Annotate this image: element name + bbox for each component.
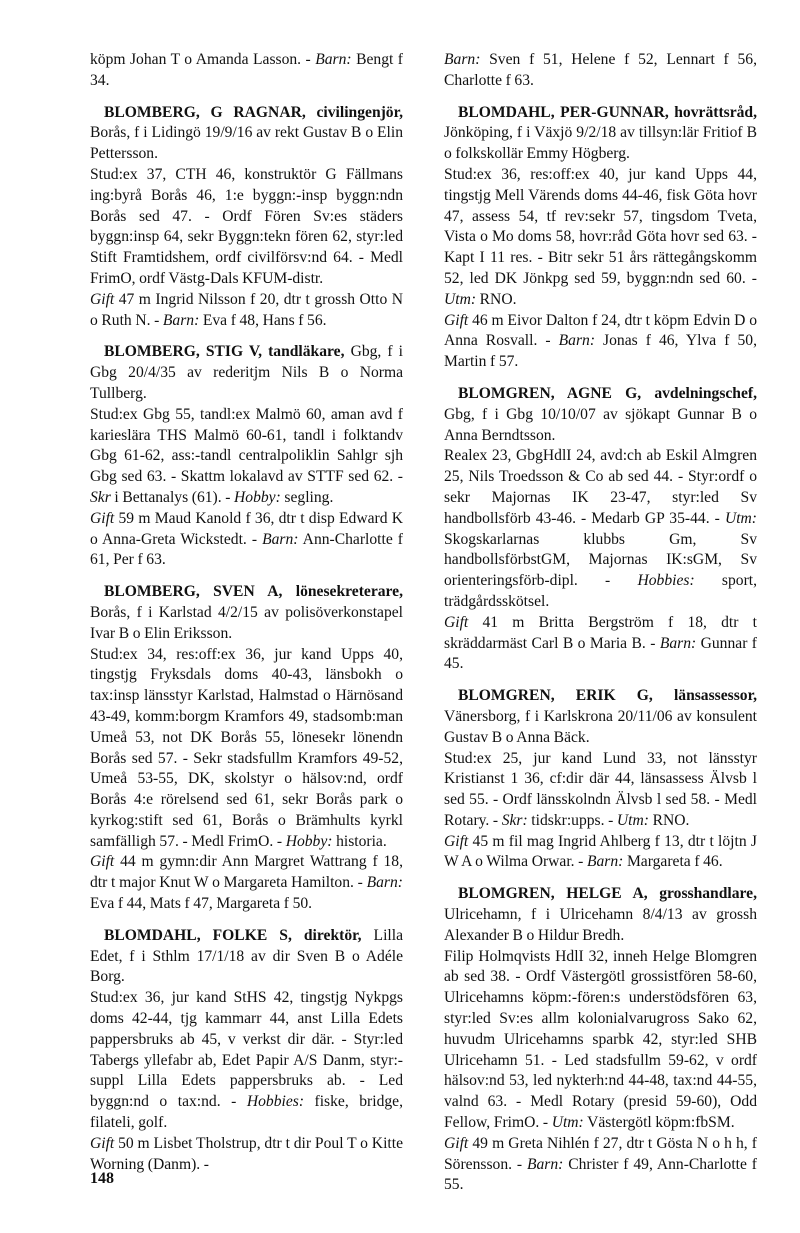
entry-paragraph-first xyxy=(444,103,757,165)
entry-heading: BLOMBERG, SVEN A, lönesekreterare, xyxy=(104,583,403,601)
entry-text: Gbg, f i Gbg 20/4/35 av rederitjm Nils B o Norma Tullberg. xyxy=(90,343,403,402)
biography-entry xyxy=(90,926,403,1176)
entry-text: Gunnar f 45. xyxy=(444,634,757,673)
entry-heading: BLOMBERG, G RAGNAR, civilingenjör, xyxy=(104,103,403,121)
entry-heading: BLOMGREN, AGNE G, avdelningschef, xyxy=(458,384,757,402)
entry-text: 59 m Maud Kanold f 36, dtr t disp Edward K o Anna-Greta Wickstedt. - xyxy=(90,509,403,548)
entry-text: Bengt f 34. xyxy=(90,51,403,89)
right-column xyxy=(444,50,757,1207)
entry-text: Stud:ex 34, res:off:ex 36, jur kand Upps 40, tingstjg Fryksdals doms 40-43, länsbokh o tax:insp länsstyr Karlstad, Halmstad o Härnösand 43-49, komm:borgm Kramfors 49, stadsomb:man Umeå 53, not DK Borås 55, lönesekr lönendn Borås sed 57. - Sekr stadsfullm Kramfors 49-52, Umeå 53-55, DK, skolstyr o hälsov:nd, ordf Borås 4:e rörelsend sed 61, sekr Borås park o kyrkog:stift sed 61, Borås o Brämhults kyrkl samfälligh 57. - Medl FrimO. - xyxy=(90,645,403,850)
entry-text: Skogskarlarnas klubbs Gm, Sv handbollsförbstGM, Majornas IK:sGM, Sv orienteringsförb-dipl. - xyxy=(444,530,757,590)
entry-paragraph-first xyxy=(444,884,757,946)
entry-label: Gift xyxy=(90,1134,115,1152)
entry-label: Barn: xyxy=(586,853,624,871)
entry-text: i Bettanalys (61). - xyxy=(110,488,235,506)
biography-entry xyxy=(444,686,757,873)
entry-paragraph-first xyxy=(90,342,403,404)
entry-label: Barn: xyxy=(162,311,200,329)
page-number: 148 xyxy=(90,1170,114,1187)
entry-text: 50 m Lisbet Tholstrup, dtr t dir Poul T o Kitte Worning (Danm). - xyxy=(90,1134,403,1173)
entry-paragraph xyxy=(90,988,403,1134)
entry-text: Christer f 49, Ann-Charlotte f 55. xyxy=(444,1155,757,1194)
entry-label: Utm: xyxy=(616,811,649,829)
entry-label: Skr xyxy=(90,488,111,506)
biography-entry xyxy=(444,384,757,675)
entry-paragraph xyxy=(90,405,403,509)
entry-text: fiske, bridge, filateli, golf. xyxy=(90,1093,403,1132)
entry-paragraph xyxy=(90,290,403,332)
entry-text: Stud:ex 36, res:off:ex 40, jur kand Upps 44, tingstjg Mell Värends doms 44-46, fisk Göta hovr 47, assess 54, tf rev:sekr 57, tingsdom Tveta, Vista o Mo doms 58, hovr:råd Göta hovr sed 63. - Kapt I 11 res. - Bitr sekr 51 års rättegångskomm 52, led DK Jönkpg sed 59, byggn:ndn sed 60. - xyxy=(444,165,757,287)
entry-text: Filip Holmqvists HdlI 32, inneh Helge Blomgren ab sed 38. - Ordf Västergötl grossistfören 58-60, Ulricehamns köpm:-fören:s understödsfören 63, styr:led Sv:es allm kolonialvarugross Sako 62, huvudm Ulricehamns sparbk 42, styr:led SHB Ulricehamn 51. - Led stadsfullm 59-62, v ordf hälsov:nd 53, led nykterh:nd 44-48, tax:nd 44-55, valnd 63. - Medl Rotary (presid 59-60), Odd Fellow, FrimO. - xyxy=(444,947,757,1132)
entry-heading: BLOMGREN, ERIK G, länsassessor, xyxy=(458,687,757,705)
entry-text: Vänersborg, f i Karlskrona 20/11/06 av konsulent Gustav B o Anna Bäck. xyxy=(444,707,757,746)
entry-text: 44 m gymn:dir Ann Margret Wattrang f 18, dtr t major Knut W o Margareta Hamilton. - xyxy=(90,853,403,892)
biography-entry xyxy=(90,103,403,332)
entry-text: Västergötl köpm:fbSM. xyxy=(583,1114,735,1132)
entry-label: Gift xyxy=(444,1134,469,1152)
entry-label: Barn: xyxy=(315,51,352,68)
entry-paragraph xyxy=(444,1134,757,1196)
entry-paragraph xyxy=(444,613,757,675)
entry-text: köpm Johan T o Amanda Lasson. - xyxy=(90,51,316,68)
entry-paragraph-first xyxy=(90,50,403,92)
entry-label: Barn: xyxy=(366,874,403,892)
entry-text: Sven f 51, Helene f 52, Lennart f 56, Charlotte f 63. xyxy=(444,51,757,89)
entry-label: Skr: xyxy=(501,811,528,829)
entry-text: Borås, f i Karlstad 4/2/15 av polisöverkonstapel Ivar B o Elin Eriksson. xyxy=(90,603,403,642)
entry-text: RNO. xyxy=(476,290,517,308)
entry-heading: BLOMBERG, STIG V, tandläkare, xyxy=(104,343,345,361)
entry-paragraph xyxy=(444,947,757,1134)
entry-label: Barn: xyxy=(262,530,299,548)
biography-entry xyxy=(444,884,757,1196)
entry-label: Utm: xyxy=(724,509,757,527)
entry-paragraph-first xyxy=(444,50,757,92)
entry-paragraph xyxy=(444,446,757,612)
entry-paragraph xyxy=(444,832,757,874)
entry-paragraph-first xyxy=(90,926,403,988)
entry-text: historia. xyxy=(332,832,387,850)
entry-text: segling. xyxy=(280,488,334,506)
entry-label: Utm: xyxy=(444,290,477,308)
entry-text: Ulricehamn, f i Ulricehamn 8/4/13 av grossh Alexander B o Hildur Bredh. xyxy=(444,906,757,944)
entry-label: Gift xyxy=(90,509,115,527)
entry-paragraph xyxy=(90,165,403,290)
entry-label: Hobbies: xyxy=(637,572,695,590)
entry-paragraph xyxy=(444,749,757,832)
entry-label: Gift xyxy=(444,613,469,631)
entry-label: Hobbies: xyxy=(246,1093,305,1111)
entry-paragraph xyxy=(444,311,757,373)
entry-paragraph xyxy=(90,1134,403,1176)
entry-heading: BLOMDAHL, FOLKE S, direktör, xyxy=(104,926,362,944)
entry-text: Stud:ex 37, CTH 46, konstruktör G Fällmans ing:byrå Borås 46, 1:e byggn:-insp byggn:ndn Borås sed 47. - Ordf Fören Sv:es städers byggn:insp 64, sekr Byggn:tekn fören 62, styr:led Stift Framtidshem, ordf civilförsv:nd 64. - Medl FrimO, ordf Västg-Dals KFUM-distr. xyxy=(90,165,403,287)
biography-entry xyxy=(90,342,403,571)
entry-label: Utm: xyxy=(551,1114,584,1132)
entry-label: Hobby: xyxy=(234,488,281,506)
entry-text: RNO. xyxy=(648,811,690,829)
entry-paragraph-first xyxy=(90,103,403,165)
entry-heading: BLOMDAHL, PER-GUNNAR, hovrättsråd, xyxy=(458,103,757,121)
entry-label: Barn: xyxy=(444,51,481,68)
entry-paragraph xyxy=(444,165,757,311)
entry-text: Borås, f i Lidingö 19/9/16 av rekt Gustav B o Elin Pettersson. xyxy=(90,124,403,163)
entry-text: Eva f 48, Hans f 56. xyxy=(199,311,327,329)
entry-paragraph-first xyxy=(90,582,403,644)
entry-label: Gift xyxy=(444,311,469,329)
entry-heading: BLOMGREN, HELGE A, grosshandlare, xyxy=(458,885,757,903)
entry-label: Barn: xyxy=(659,634,697,652)
entry-text: Margareta f 46. xyxy=(623,853,723,871)
entry-text: 49 m Greta Nihlén f 27, dtr t Gösta N o h h, f Sörensson. - xyxy=(444,1134,757,1173)
entry-text: 45 m fil mag Ingrid Ahlberg f 13, dtr t löjtn J W A o Wilma Orwar. - xyxy=(444,832,757,871)
entry-paragraph xyxy=(90,645,403,853)
entry-paragraph-first xyxy=(444,384,757,446)
biography-entry xyxy=(444,50,757,92)
entry-text: Jönköping, f i Växjö 9/2/18 av tillsyn:lär Fritiof B o folkskollär Emmy Högberg. xyxy=(444,124,757,163)
entry-text: Eva f 44, Mats f 47, Margareta f 50. xyxy=(90,895,313,913)
entry-label: Barn: xyxy=(558,332,596,350)
entry-text: Gbg, f i Gbg 10/10/07 av sjökapt Gunnar B o Anna Berndtsson. xyxy=(444,405,757,444)
entry-text: 46 m Eivor Dalton f 24, dtr t köpm Edvin D o Anna Rosvall. - xyxy=(444,311,757,350)
entry-text: Lilla Edet, f i Sthlm 17/1/18 av dir Sven B o Adéle Borg. xyxy=(90,926,404,986)
entry-text: sport, trädgårdsskötsel. xyxy=(444,572,758,610)
entry-label: Gift xyxy=(444,832,469,850)
entry-label: Gift xyxy=(90,853,115,871)
biography-entry xyxy=(90,50,403,92)
entry-text: 41 m Britta Bergström f 18, dtr t skräddarmäst Carl B o Maria B. - xyxy=(444,613,757,652)
entry-paragraph xyxy=(90,509,403,571)
entry-paragraph-first xyxy=(444,686,757,748)
left-column xyxy=(90,50,403,1186)
entry-label: Gift xyxy=(90,290,115,308)
biography-entry xyxy=(90,582,403,915)
entry-paragraph xyxy=(90,852,403,914)
entry-text: tidskr:upps. - xyxy=(527,811,617,829)
entry-text: Stud:ex 25, jur kand Lund 33, not länsstyr Kristianst 1 36, cf:dir där 44, länsassess Älvsb l sed 55. - Ordf länsskolndn Älvsb l sed 58. - Medl Rotary. - xyxy=(444,749,757,829)
biography-entry xyxy=(444,103,757,373)
entry-label: Barn: xyxy=(526,1155,564,1173)
entry-text: Ann-Charlotte f 61, Per f 63. xyxy=(90,530,403,569)
entry-text: Stud:ex Gbg 55, tandl:ex Malmö 60, aman avd f karieslära THS Malmö 60-61, tandl i folktandv Gbg 61-62, ass:-tandl centralpoliklin Sahlgr sjh Gbg sed 63. - Skattm lokalavd av STTF sed 62. - xyxy=(90,405,403,486)
entry-text: Jonas f 46, Ylva f 50, Martin f 57. xyxy=(444,332,757,371)
entry-label: Hobby: xyxy=(285,832,333,850)
entry-text: 47 m Ingrid Nilsson f 20, dtr t grossh Otto N o Ruth N. - xyxy=(90,290,403,329)
entry-text: Realex 23, GbgHdlI 24, avd:ch ab Eskil Almgren 25, Nils Troedsson & Co ab sed 44. - Styr:ordf o sekr Majornas IK 23-47, styr:led Sv handbollsförb 43-46. - Medarb GP 35-44. - xyxy=(444,447,757,527)
entry-text: Stud:ex 36, jur kand StHS 42, tingstjg Nykpgs doms 42-44, tjg kammarr 44, anst Lilla Edets pappersbruks ab 45, v verkst dir där. - Styr:led Tabergs yllefabr ab, Edet Papir A/S Danm, styr:-suppl Lilla Edets pappersbruks ab. - Led byggn:nd o tax:nd. - xyxy=(90,989,403,1111)
